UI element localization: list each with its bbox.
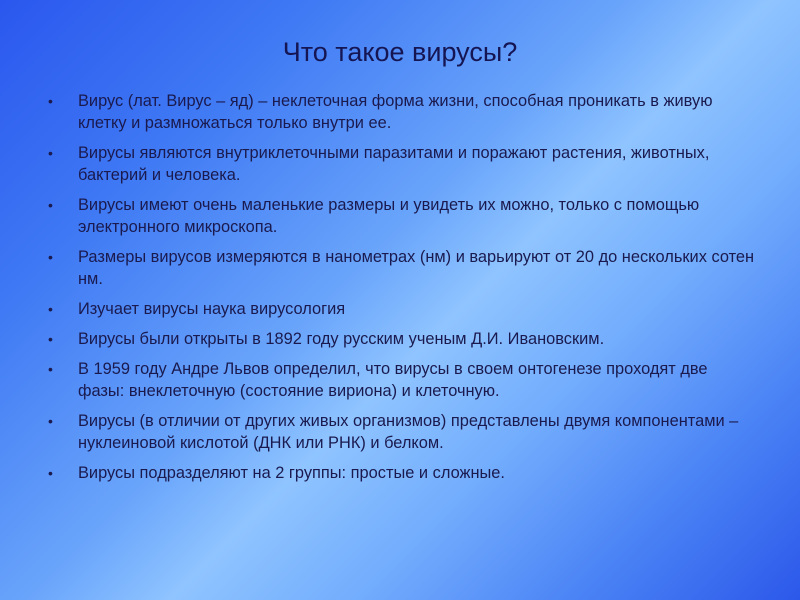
- bullet-text: Вирусы были открыты в 1892 году русским ученым Д.И. Ивановским.: [78, 330, 605, 348]
- bullet-item: [44, 358, 756, 402]
- bullet-dot: •: [48, 413, 53, 429]
- bullet-dot: •: [48, 93, 53, 109]
- bullet-item: [44, 298, 756, 320]
- bullet-item: [44, 246, 756, 290]
- bullet-dot: •: [48, 465, 53, 481]
- bullet-item: [44, 410, 756, 454]
- slide-title: Что такое вирусы?: [282, 37, 518, 67]
- bullet-item: [44, 90, 756, 134]
- bullet-list: [44, 90, 756, 492]
- bullet-dot: •: [48, 331, 53, 347]
- bullet-text: Вирусы (в отличии от других живых организмов) представлены двумя компонентами – нуклеиновой кислотой (ДНК или РНК) и белком.: [78, 412, 739, 452]
- bullet-text: Размеры вирусов измеряются в нанометрах (нм) и варьируют от 20 до нескольких сотен нм.: [78, 248, 755, 288]
- bullet-text: Вирусы являются внутриклеточными паразитами и поражают растения, животных, бактерий и человека.: [78, 144, 710, 184]
- bullet-dot: •: [48, 301, 53, 317]
- bullet-dot: •: [48, 197, 53, 213]
- bullet-item: [44, 328, 756, 350]
- bullet-text: Изучает вирусы наука вирусология: [78, 300, 346, 318]
- bullet-dot: •: [48, 145, 53, 161]
- bullet-text: Вирусы подразделяют на 2 группы: простые и сложные.: [78, 464, 505, 482]
- bullet-text: Вирус (лат. Вирус – яд) – неклеточная форма жизни, способная проникать в живую клетку и размножаться только внутри ее.: [78, 92, 713, 132]
- bullet-item: [44, 194, 756, 238]
- bullet-text: Вирусы имеют очень маленькие размеры и увидеть их можно, только с помощью электронного микроскопа.: [78, 196, 700, 236]
- bullet-item: [44, 462, 756, 484]
- bullet-item: [44, 142, 756, 186]
- bullet-text: В 1959 году Андре Львов определил, что вирусы в своем онтогенезе проходят две фазы: внеклеточную (состояние вириона) и клеточную.: [78, 360, 708, 400]
- bullet-dot: •: [48, 249, 53, 265]
- bullet-dot: •: [48, 361, 53, 377]
